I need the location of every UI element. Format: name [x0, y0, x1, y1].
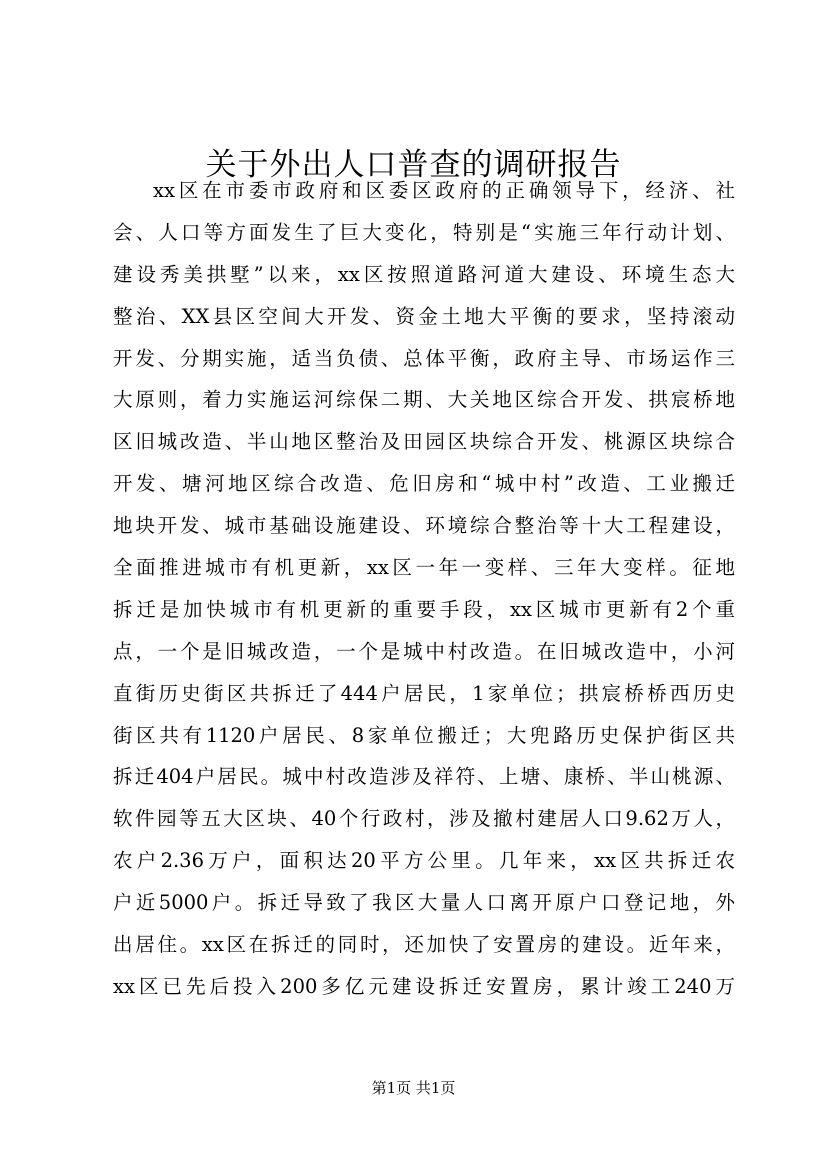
body-line: 会、人口等方面发生了巨大变化，特别是“实施三年行动计划、 — [113, 220, 735, 244]
body-line: 软件园等五大区块、40个行政村，涉及撤村建居人口9.62万人， — [113, 807, 735, 831]
body-line: 街区共有1120户居民、8家单位搬迁；大兜路历史保护街区共 — [113, 723, 735, 747]
body-line: 整治、XX县区空间大开发、资金土地大平衡的要求，坚持滚动 — [113, 304, 735, 328]
body-line: 大原则，着力实施运河综保二期、大关地区综合开发、拱宸桥地 — [113, 388, 735, 412]
body-line: 户近5000户。拆迁导致了我区大量人口离开原户口登记地，外 — [113, 891, 735, 915]
body-line: 出居住。xx区在拆迁的同时，还加快了安置房的建设。近年来， — [113, 933, 735, 957]
body-line: 建设秀美拱墅”以来，xx区按照道路河道大建设、环境生态大 — [113, 262, 735, 286]
body-line: xx区已先后投入200多亿元建设拆迁安置房，累计竣工240万 — [113, 974, 735, 998]
body-line: 区旧城改造、半山地区整治及田园区块综合开发、桃源区块综合 — [113, 430, 735, 454]
body-line: xx区在市委市政府和区委区政府的正确领导下，经济、社 — [153, 179, 735, 202]
body-line: 开发、分期实施，适当负债、总体平衡，政府主导、市场运作三 — [113, 346, 735, 370]
document-title: 关于外出人口普查的调研报告 — [205, 147, 622, 183]
body-line: 开发、塘河地区综合改造、危旧房和“城中村”改造、工业搬迁 — [113, 472, 735, 496]
body-line: 直街历史街区共拆迁了444户居民，1家单位；拱宸桥桥西历史 — [113, 681, 735, 705]
body-line: 地块开发、城市基础设施建设、环境综合整治等十大工程建设， — [113, 514, 735, 538]
body-line: 拆迁404户居民。城中村改造涉及祥符、上塘、康桥、半山桃源、 — [113, 765, 735, 789]
document-body — [113, 170, 735, 1008]
body-line: 农户2.36万户，面积达20平方公里。几年来，xx区共拆迁农 — [113, 849, 735, 873]
page-footer: 第1页 共1页 — [371, 1079, 456, 1097]
body-line: 点，一个是旧城改造，一个是城中村改造。在旧城改造中，小河 — [113, 639, 735, 663]
body-line: 全面推进城市有机更新，xx区一年一变样、三年大变样。征地 — [113, 556, 735, 580]
body-line: 拆迁是加快城市有机更新的重要手段，xx区城市更新有2个重 — [113, 597, 735, 621]
